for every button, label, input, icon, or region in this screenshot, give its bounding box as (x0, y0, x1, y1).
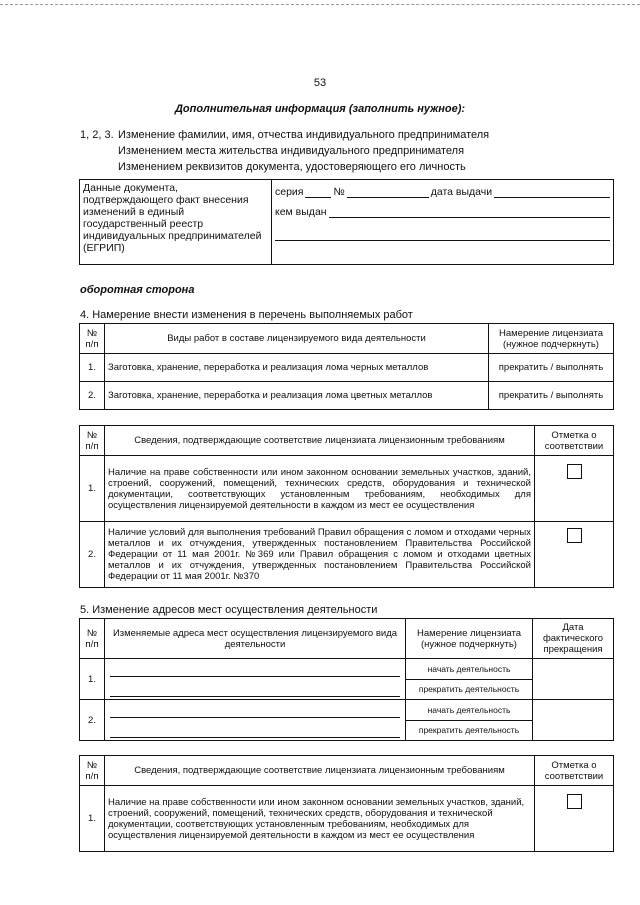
series-field[interactable] (305, 187, 331, 198)
series-label: серия (275, 186, 304, 198)
table-row (80, 659, 614, 680)
col-num: № п/п (80, 619, 105, 659)
col-num: № п/п (80, 324, 105, 354)
stop-option[interactable]: прекратить деятельность (406, 720, 533, 741)
doc-label: Данные документа, подтверждающего факт внесения изменений в единый государственный реестр индивидуальных предпринимателей (ЕГРИП) (80, 180, 272, 265)
col-num: № п/п (80, 756, 105, 786)
mark-cell (535, 456, 614, 522)
items-number: 1, 2, 3. (80, 129, 114, 141)
date-cell[interactable] (533, 659, 614, 700)
row-work: Заготовка, хранение, переработка и реализация лома черных металлов (105, 354, 489, 382)
col-num: № п/п (80, 426, 105, 456)
mark-cell (535, 786, 614, 852)
row-num: 1. (80, 456, 105, 522)
address-cell[interactable] (105, 659, 406, 700)
works-table (79, 323, 614, 410)
doc-fields (272, 180, 614, 265)
compliance-table-works (79, 425, 614, 588)
section-4-title: 4. Намерение внести изменения в перечень выполняемых работ (80, 309, 413, 321)
row-text: Наличие условий для выполнения требований Правил обращения с ломом и отходами черных металлов и их отчуждения, утвержденных постановлением Правительства Российской Федерации от 11 мая 2001г. №369 или Правил обращения с ломом и отходами цветных металлов и их отчуждения, утвержденных постановлением Правительства Российской Федерации от 11 мая 2001г. №370 (105, 522, 535, 588)
address-cell[interactable] (105, 700, 406, 741)
change-items (80, 127, 489, 175)
table-row (80, 354, 614, 382)
table-row (80, 382, 614, 410)
col-work: Виды работ в составе лицензируемого вида деятельности (105, 324, 489, 354)
col-info: Сведения, подтверждающие соответствие лицензиата лицензионным требованиям (105, 756, 535, 786)
col-date: Дата фактического прекращения (533, 619, 614, 659)
address-line[interactable] (110, 728, 400, 738)
stop-option[interactable]: прекратить деятельность (406, 679, 533, 700)
reverse-side-heading: оборотная сторона (80, 284, 195, 296)
col-info: Сведения, подтверждающие соответствие лицензиата лицензионным требованиям (105, 426, 535, 456)
address-line[interactable] (110, 708, 400, 718)
section-title: Дополнительная информация (заполнить нужное): (174, 103, 466, 115)
issue-date-field[interactable] (494, 187, 610, 198)
table-row (80, 700, 614, 721)
item-3: Изменением реквизитов документа, удостоверяющего его личность (118, 161, 466, 173)
compliance-checkbox[interactable] (567, 794, 582, 809)
compliance-table-addresses (79, 755, 614, 852)
start-option[interactable]: начать деятельность (406, 659, 533, 680)
start-option[interactable]: начать деятельность (406, 700, 533, 721)
col-mark: Отметка о соответствии (535, 426, 614, 456)
number-label: № (333, 186, 345, 198)
item-2: Изменением места жительства индивидуального предпринимателя (118, 145, 465, 157)
row-num: 2. (80, 522, 105, 588)
row-num: 2. (80, 700, 105, 741)
page-number: 53 (313, 77, 327, 89)
compliance-checkbox[interactable] (567, 464, 582, 479)
row-intent[interactable]: прекратить / выполнять (489, 354, 614, 382)
document-data-table (79, 179, 614, 265)
issued-by-label: кем выдан (275, 206, 327, 218)
row-num: 1. (80, 659, 105, 700)
issue-date-label: дата выдачи (430, 186, 493, 198)
date-cell[interactable] (533, 700, 614, 741)
addresses-table (79, 618, 614, 741)
row-num: 2. (80, 382, 105, 410)
col-address: Изменяемые адреса мест осуществления лицензируемого вида деятельности (105, 619, 406, 659)
item-1: Изменение фамилии, имя, отчества индивидуального предпринимателя (118, 129, 490, 141)
row-num: 1. (80, 786, 105, 852)
col-intent: Намерение лицензиата (нужное подчеркнуть) (489, 324, 614, 354)
address-line[interactable] (110, 687, 400, 697)
table-row (80, 456, 614, 522)
top-edge-line (0, 4, 640, 5)
col-mark: Отметка о соответствии (535, 756, 614, 786)
issued-by-field-line2[interactable] (275, 230, 610, 241)
section-5-title: 5. Изменение адресов мест осуществления деятельности (80, 604, 378, 616)
compliance-checkbox[interactable] (567, 528, 582, 543)
row-intent[interactable]: прекратить / выполнять (489, 382, 614, 410)
address-line[interactable] (110, 667, 400, 677)
row-text: Наличие на праве собственности или ином законном основании земельных участков, зданий, строений, сооружений, помещений, технических средств, оборудования и технической документации, соответствующих установленным требованиям, необходимых для осуществления лицензируемой деятельности в каждом из мест ее осуществления (105, 456, 535, 522)
table-row (80, 786, 614, 852)
col-intent: Намерение лицензиата (нужное подчеркнуть) (406, 619, 533, 659)
row-text: Наличие на праве собственности или ином законном основании земельных участков, зданий, строений, сооружений, помещений, технических средств, оборудования и технической документации, соответствующих установленным требованиям, необходимых для осуществления лицензируемой деятельности в каждом из мест ее осуществления (105, 786, 535, 852)
number-field[interactable] (347, 187, 429, 198)
row-num: 1. (80, 354, 105, 382)
table-row (80, 522, 614, 588)
mark-cell (535, 522, 614, 588)
row-work: Заготовка, хранение, переработка и реализация лома цветных металлов (105, 382, 489, 410)
issued-by-field[interactable] (329, 207, 610, 218)
